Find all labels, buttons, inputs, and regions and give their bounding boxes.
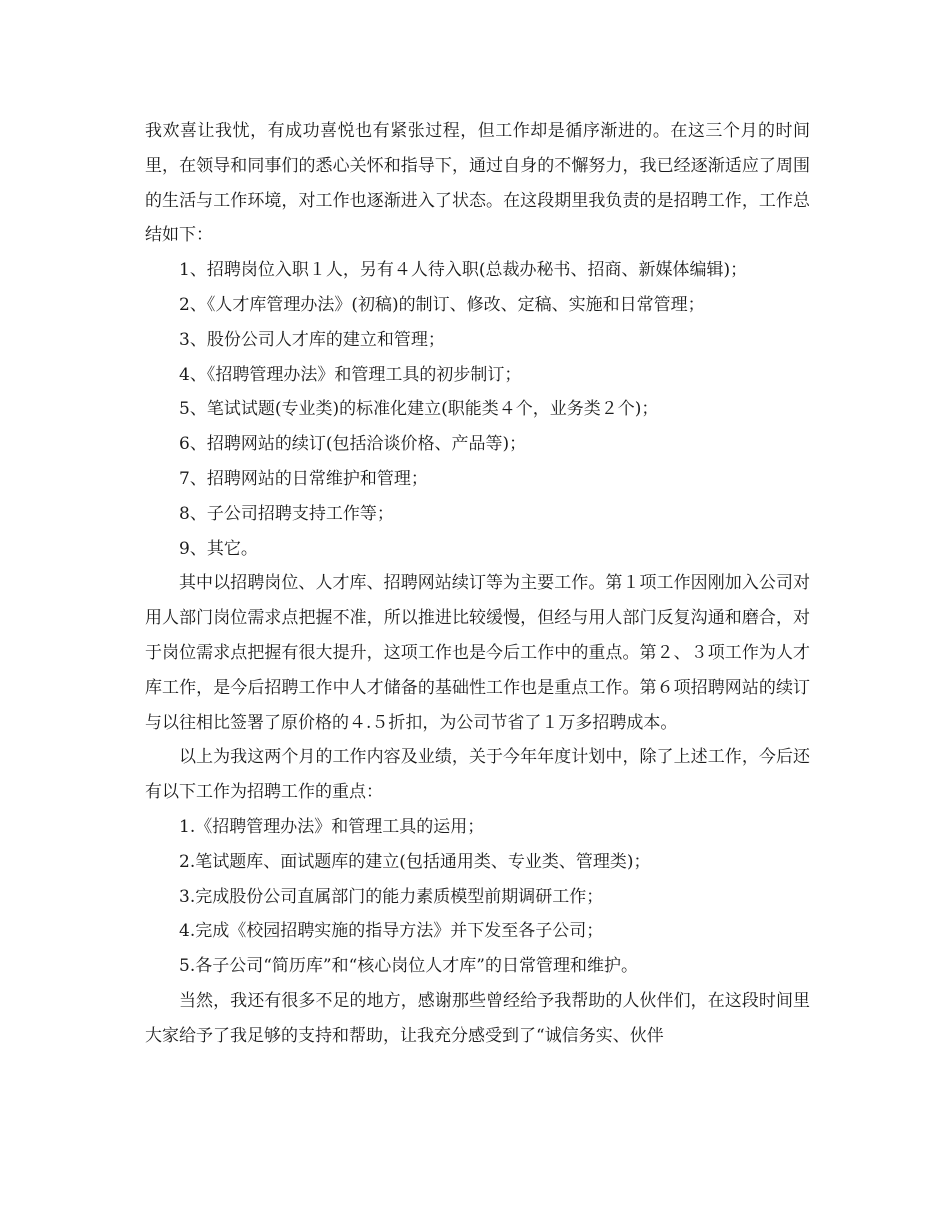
plan-item-1: 1.《招聘管理办法》和管理工具的运用； [179,816,485,837]
work-item-5: 5、笔试试题(专业类)的标准化建立(职能类４个，业务类２个)； [179,399,659,420]
work-item-6: 6、招聘网站的续订(包括洽谈价格、产品等)； [179,434,527,455]
work-item-7: 7、招聘网站的日常维护和管理； [179,468,428,489]
plan-item-3: 3.完成股份公司直属部门的能力素质模型前期调研工作； [179,886,604,907]
work-item-1: 1、招聘岗位入职１人，另有４人待入职(总裁办秘书、招商、新媒体编辑)； [179,260,748,281]
plan-item-4: 4.完成《校园招聘实施的指导方法》并下发至各子公司； [179,921,604,942]
work-item-2: 2、《人才库管理办法》(初稿)的制订、修改、定稿、实施和日常管理； [179,294,705,315]
main-work-paragraph: 其中以招聘岗位、人才库、招聘网站续订等为主要工作。第１项工作因刚加入公司对用人部门岗位需求点把握不准，所以推进比较缓慢，但经与用人部门反复沟通和磨合，对于岗位需求点把握有很大提升，这项工作也是今后工作中的重点。第２、３项工作为人才库工作，是今后招聘工作中人才储备的基础性工作也是重点工作。第６项招聘网站的续订与以往相比签署了原价格的４.５折扣，为公司节省了１万多招聘成本。 [145,573,810,733]
work-item-3: 3、股份公司人才库的建立和管理； [179,329,445,350]
intro-paragraph: 我欢喜让我忧，有成功喜悦也有紧张过程，但工作却是循序渐进的。在这三个月的时间里，在领导和同事们的悉心关怀和指导下，通过自身的不懈努力，我已经逐渐适应了周围的生活与工作环境，对工作也逐渐进入了状态。在这段期里我负责的是招聘工作，工作总结如下： [145,121,810,246]
plan-intro-paragraph: 以上为我这两个月的工作内容及业绩，关于今年年度计划中，除了上述工作，今后还有以下工作为招聘工作的重点： [145,747,810,803]
plan-item-2: 2.笔试题库、面试题库的建立(包括通用类、专业类、管理类)； [179,851,651,872]
thanks-paragraph: 当然，我还有很多不足的地方，感谢那些曾经给予我帮助的人伙伴们，在这段时间里大家给予了我足够的支持和帮助，让我充分感受到了“诚信务实、伙伴 [145,990,810,1046]
work-item-9: 9、其它。 [179,538,258,559]
work-item-4: 4、《招聘管理办法》和管理工具的初步制订； [179,364,522,385]
work-item-8: 8、子公司招聘支持工作等； [179,503,394,524]
document-body [145,114,810,1054]
plan-item-5: 5.各子公司“简历库”和“核心岗位人才库”的日常管理和维护。 [179,956,638,977]
